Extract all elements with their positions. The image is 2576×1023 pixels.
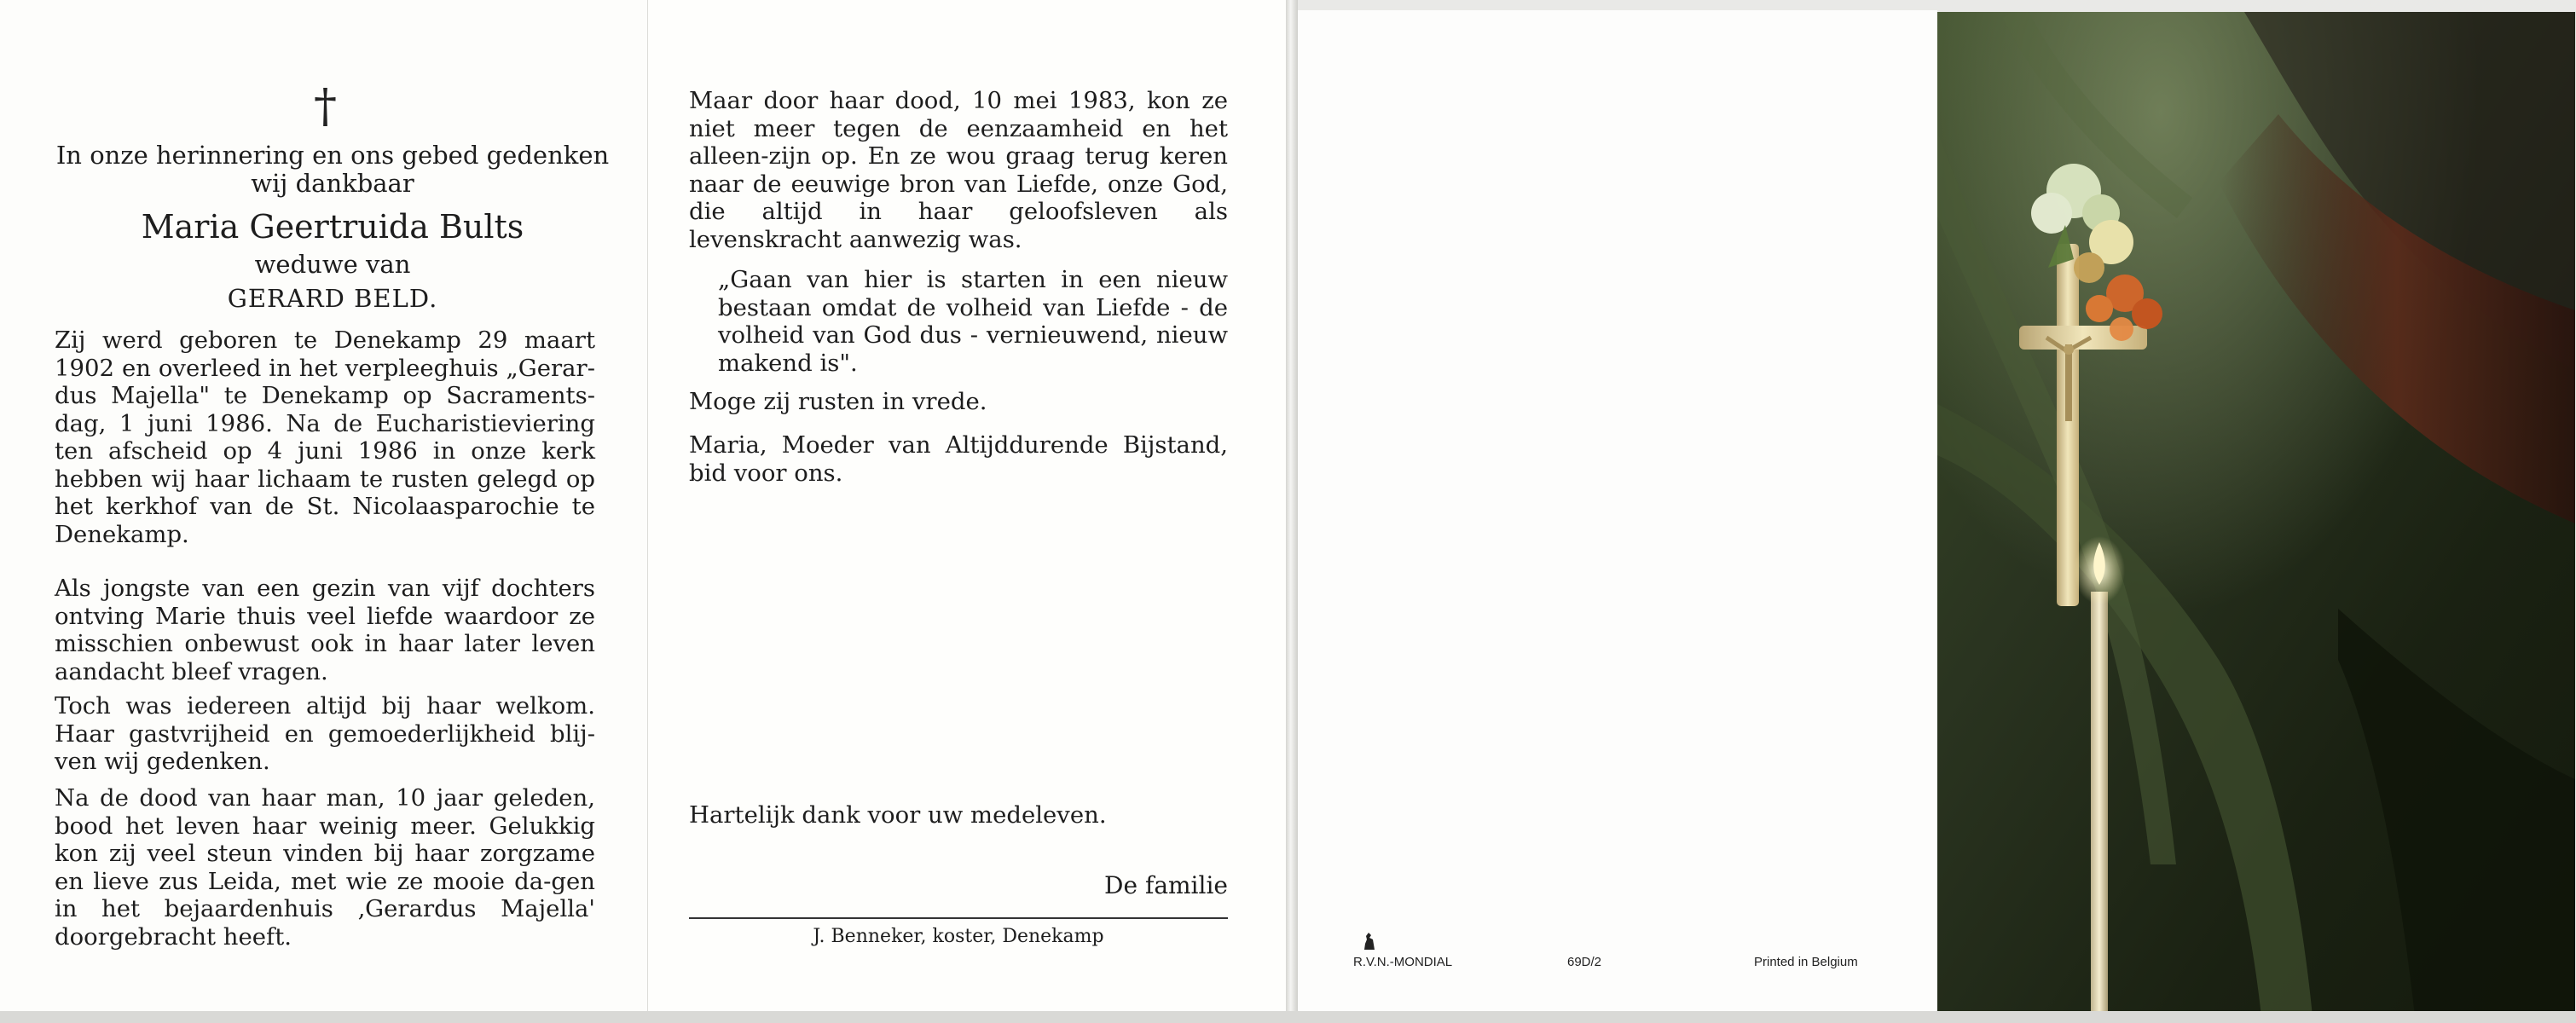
card-back-page [1298, 10, 1937, 1014]
card-left-page [0, 0, 648, 1014]
biography-paragraph-1: Zij werd geboren te Denekamp 29 maart 1902 en overleed in het verpleeghuis „Gerar-dus Majella" te Denekamp op Sacraments-dag, 1 juni 1986. Na de Eucharistieviering ten afscheid op 4 juni 1986 in onze kerk hebben wij haar lichaam te rusten gelegd op het kerkhof van de St. Nicolaasparochie te Denekamp. [55, 327, 595, 548]
card-fold [1286, 0, 1298, 1023]
quote-paragraph: „Gaan van hier is starten in een nieuw bestaan omdat de volheid van Liefde - de volheid van God dus - vernieuwend, nieuw makend is". [718, 266, 1228, 377]
printer-credit: J. Benneker, koster, Denekamp [813, 926, 1104, 947]
husband-name: GERARD BELD. [227, 284, 438, 313]
invocation-paragraph: Maria, Moeder van Altijddurende Bijstand, bid voor ons. [689, 431, 1228, 487]
publisher-name: R.V.N.-MONDIAL [1353, 955, 1453, 969]
printed-in-label: Printed in Belgium [1754, 955, 1858, 969]
widow-of-label: weduwe van [254, 250, 411, 279]
biography-paragraph-2: Als jongste van een gezin van vijf dochters ontving Marie thuis veel liefde waardoor ze misschien onbewust ook in haar later leven aandacht bleef vragen. [55, 575, 595, 685]
deceased-name: Maria Geertruida Bults [141, 208, 524, 246]
signature-line: De familie [1104, 871, 1228, 899]
crucifix-photo [1937, 12, 2575, 1016]
crucifix-photo-image [1937, 12, 2575, 1016]
card-code: 69D/2 [1567, 955, 1602, 969]
biography-paragraph-3: Toch was iedereen altijd bij haar welkom. Haar gastvrijheid en gemoederlijkheid blij-ven wij gedenken. [55, 692, 595, 775]
cross-symbol: † [314, 79, 337, 133]
divider-line [689, 917, 1228, 919]
biography-paragraph-4: Na de dood van haar man, 10 jaar geleden, bood het leven haar weinig meer. Gelukkig kon zij veel steun vinden bij haar zorgzame en lieve zus Leida, met wie ze mooie da-gen in het bejaardenhuis ‚Gerardus Majella' doorgebracht heeft. [55, 784, 595, 951]
right-paragraph-1: Maar door haar dood, 10 mei 1983, kon ze niet meer tegen de eenzaamheid en het alleen-zijn op. En ze wou graag terug keren naar de eeuwige bron van Liefde, onze God, die altijd in haar geloofsleven als levenskracht aanwezig was. [689, 87, 1228, 253]
intro-text: In onze herinnering en ons gebed gedenken wij dankbaar [55, 141, 610, 198]
thanks-line: Hartelijk dank voor uw medeleven. [689, 801, 1107, 829]
prayer-line: Moge zij rusten in vrede. [689, 388, 987, 415]
scan-edge [0, 1011, 2576, 1023]
publisher-logo-icon [1363, 933, 1375, 950]
